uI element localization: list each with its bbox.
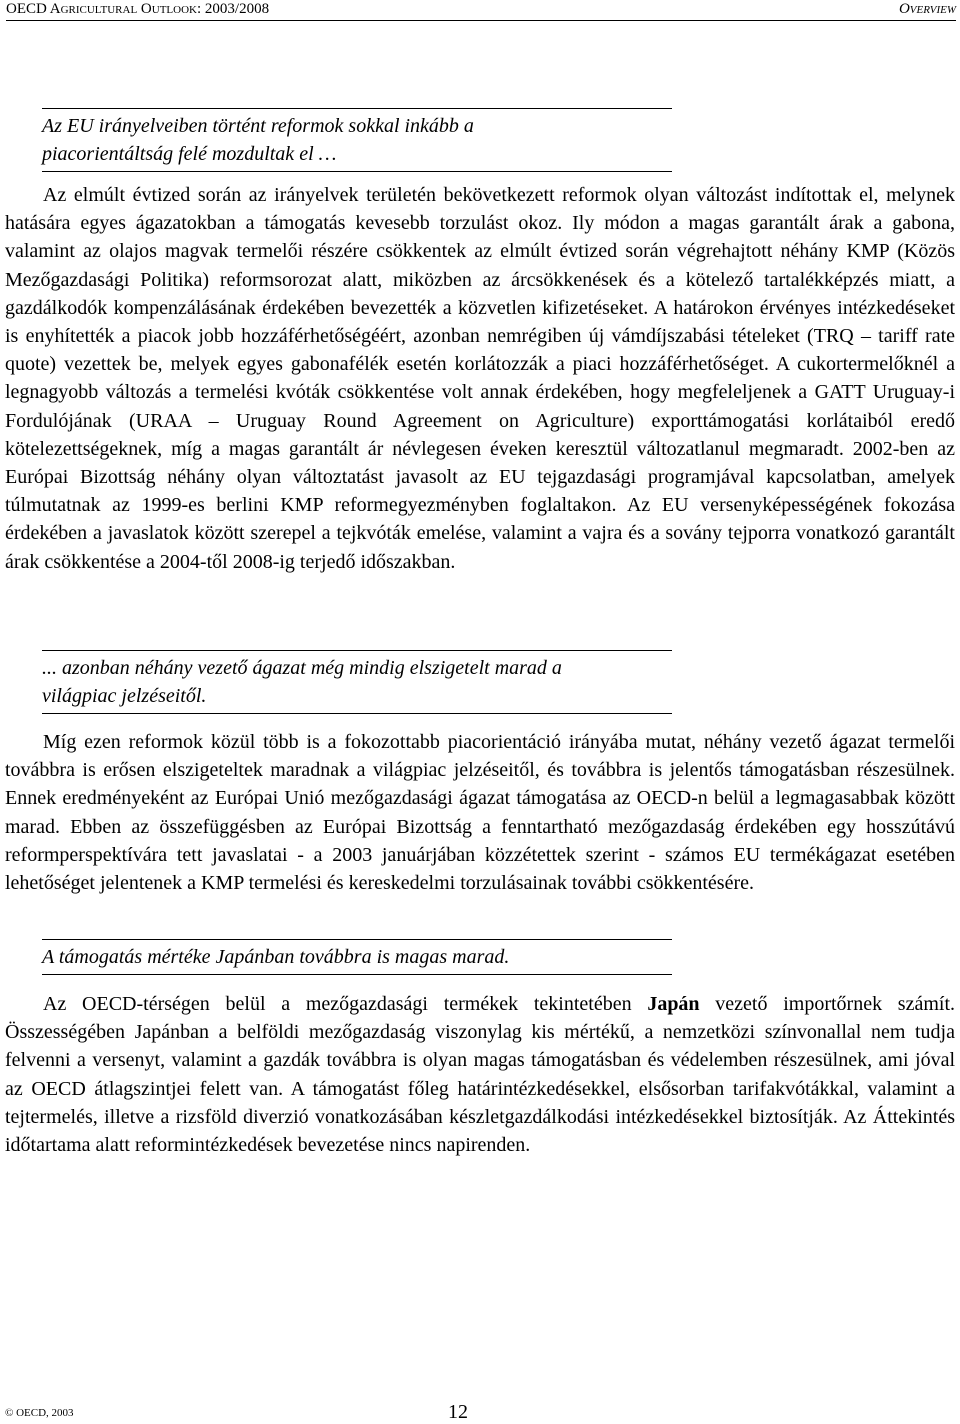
paragraph-japan	[5, 990, 955, 1159]
paragraph-text: Az OECD-térségen belül a mezőgazdasági termékek tekintetében	[43, 993, 648, 1015]
header-section: Overview	[898, 1, 956, 17]
paragraph-isolated-sectors: Míg ezen reformok közül több is a fokozottabb piacorientáció irányába mutat, néhány vezető ágazat termelői továbbra is erősen elszigeteltek maradnak a világpiac jelzéseitől, és továbbra is jelentős támogatásban részesülnek. Ennek eredményeként az Európai Unió mezőgazdasági ágazat támogatása az OECD-n belül a legmagasabbak között marad. Ebben az összefüggésben az Európai Bizottság a fenntartható mezőgazdaság érdekében egy hosszútávú reformperspektívára tett javaslatai - a 2003 januárjában közzétettek szerint - számos EU termékágazat esetében lehetőséget jelentenek a KMP termelési és kereskedelmi torzulásainak további csökkentésére.	[5, 731, 955, 895]
footer-copyright: © OECD, 2003	[5, 1407, 74, 1419]
heading-line: világpiac jelzéseitől.	[42, 685, 207, 707]
heading-line: piacorientáltság felé mozdultak el …	[42, 143, 337, 165]
section-heading-isolated-sectors	[42, 650, 672, 714]
section-heading-eu-reforms	[42, 108, 672, 172]
paragraph-text: vezető importőrnek számít. Összességében Japánban a belföldi mezőgazdaság viszonylag kis mértékű, a nemzetközi színvonallal nem tudja felvenni a versenyt, valamint a gazdák továbbra is olyan magas támogatásban és védelemben részesülnek, ami jóval az OECD átlagszintjei felett van. A támogatást főleg határintézkedésekkel, elsősorban tarifakvótákkal, valamint a tejtermelés, illetve a rizsföld diverzió vonatkozásában készletgazdálkodási intézkedésekkel biztosítják. Az Áttekintés időtartama alatt reformintézkedések bevezetése nincs napirenden.	[5, 993, 956, 1157]
section-heading-japan	[42, 939, 672, 975]
heading-line: ... azonban néhány vezető ágazat még mindig elszigetelt marad a	[42, 657, 562, 679]
header-title: OECD Agricultural Outlook: 2003/2008	[6, 1, 270, 17]
paragraph-bold-country: Japán	[647, 993, 700, 1015]
heading-line: Az EU irányelveiben történt reformok sokkal inkább a	[42, 115, 474, 137]
page-number: 12	[448, 1401, 468, 1423]
heading-line: A támogatás mértéke Japánban továbbra is magas marad.	[42, 946, 510, 968]
running-header	[6, 0, 956, 21]
paragraph-eu-reforms: Az elmúlt évtized során az irányelvek területén bekövetkezett reformok olyan változást indítottak el, melynek hatására egyes ágazatokban a támogatás kevesebb torzulást okoz. Ily módon a magas garantált árak a gabona, valamint az olajos magvak termelői részére csökkentek az elmúlt évtized során végrehajtott néhány KMP (Közös Mezőgazdasági Politika) reformsorozat alatt, miközben az árcsökkenések és a kötelező tartalékképzés miatt, a gazdálkodók kompenzálásának érdekében bevezették a közvetlen kifizetéseket. A határokon érvényes intézkedéseket is enyhítették a piacok jobb hozzáférhetőségéért, azonban nemrégiben új vámdíjszabási tételeket (TRQ – tariff rate quote) vezettek be, melyek egyes gabonafélék esetén korlátozzák a piaci hozzáférhetőséget. A cukortermelőknél a legnagyobb változás a termelési kvóták csökkentése volt annak érdekében, hogy megfeleljenek a GATT Uruguay-i Fordulójának (URAA – Uruguay Round Agreement on Agriculture) exporttámogatási korlátaiból eredő kötelezettségeknek, míg a magas garantált ár névlegesen éveken keresztül változatlanul megmaradt. 2002-ben az Európai Bizottság néhány olyan változtatást javasolt az EU tejgazdasági programjával kapcsolatban, amelyek túlmutatnak az 1999-es berlini KMP reformegyezményben foglaltakon. Az EU versenyképességének fokozása érdekében a javaslatok között szerepel a tejkvóták emelése, valamint a vajra és a sovány tejporra vonatkozó garantált árak csökkentése a 2004-től 2008-ig terjedő időszakban.	[5, 184, 955, 573]
